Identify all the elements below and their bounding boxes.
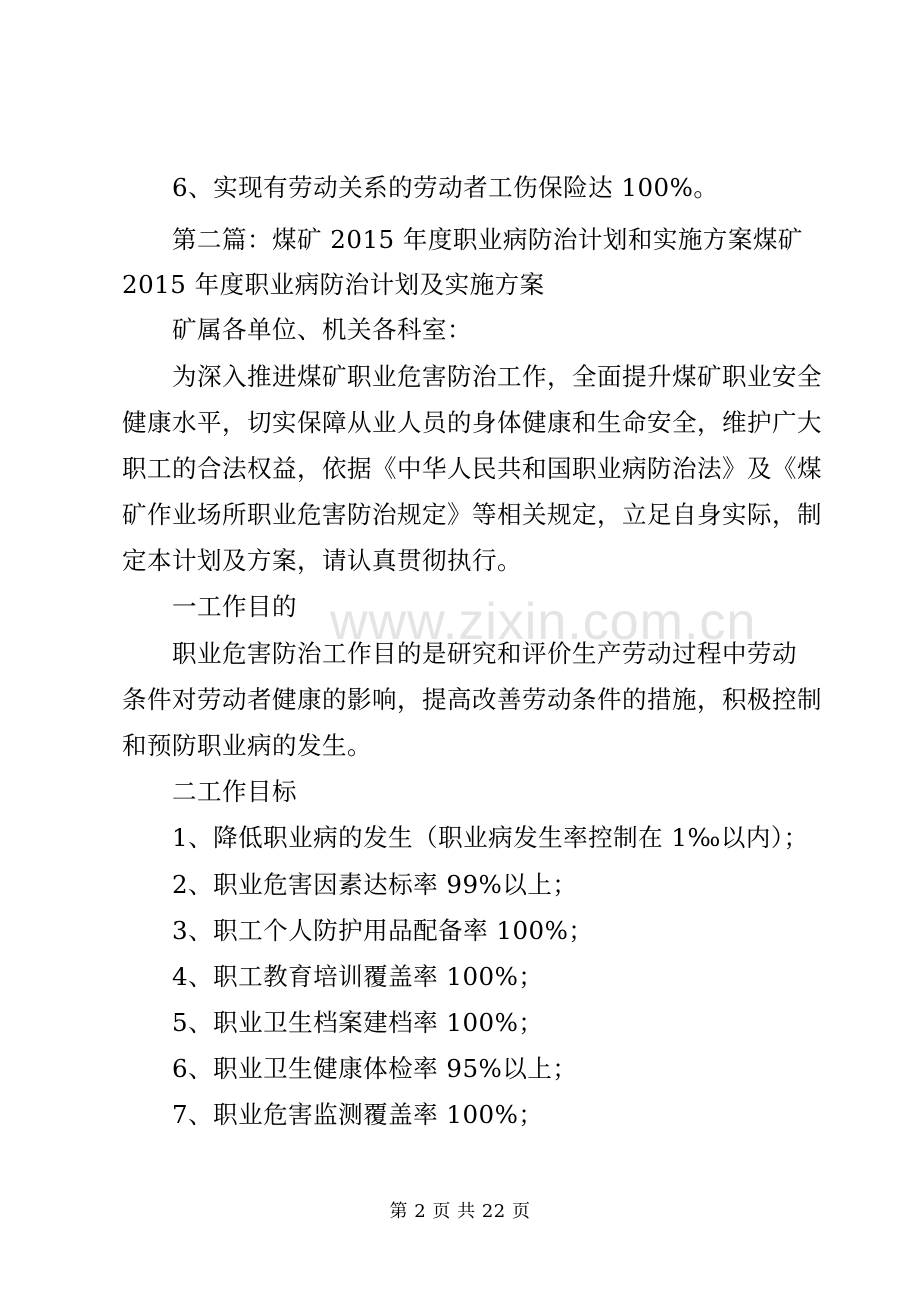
heading-line: 一工作目的 [172,592,297,621]
paragraph-line: 矿作业场所职业危害防治规定》等相关规定，立足自身实际，制 [122,500,822,529]
list-item: 7、职业危害监测覆盖率 100%； [172,1100,544,1129]
heading-line: 二工作目标 [172,777,297,806]
paragraph-line: 为深入推进煤矿职业危害防治工作，全面提升煤矿职业安全 [172,362,822,391]
list-item: 1、降低职业病的发生（职业病发生率控制在 1‰以内）； [172,823,809,852]
list-item: 4、职工教育培训覆盖率 100%； [172,962,544,991]
paragraph-line: 矿属各单位、机关各科室： [172,315,472,344]
list-item: 3、职工个人防护用品配备率 100%； [172,916,594,945]
paragraph-line: 条件对劳动者健康的影响，提高改善劳动条件的措施，积极控制 [122,685,822,714]
list-item: 6、职业卫生健康体检率 95%以上； [172,1054,578,1083]
section-heading-line: 第二篇：煤矿 2015 年度职业病防治计划和实施方案煤矿 [172,225,803,254]
paragraph-line: 健康水平，切实保障从业人员的身体健康和生命安全，维护广大 [122,408,822,437]
paragraph-line: 6、实现有劳动关系的劳动者工伤保险达 100%。 [172,173,719,202]
section-heading-line: 2015 年度职业病防治计划及实施方案 [122,270,545,299]
list-item: 2、职业危害因素达标率 99%以上； [172,870,578,899]
paragraph-line: 定本计划及方案，请认真贯彻执行。 [122,546,522,575]
watermark: www.zixin.com.cn [330,593,757,651]
list-item: 5、职业卫生档案建档率 100%； [172,1008,544,1037]
page-footer: 第 2 页 共 22 页 [389,1201,531,1222]
paragraph-line: 和预防职业病的发生。 [122,731,372,760]
paragraph-line: 职工的合法权益，依据《中华人民共和国职业病防治法》及《煤 [122,454,822,483]
paragraph-line: 职业危害防治工作目的是研究和评价生产劳动过程中劳动 [172,639,797,668]
